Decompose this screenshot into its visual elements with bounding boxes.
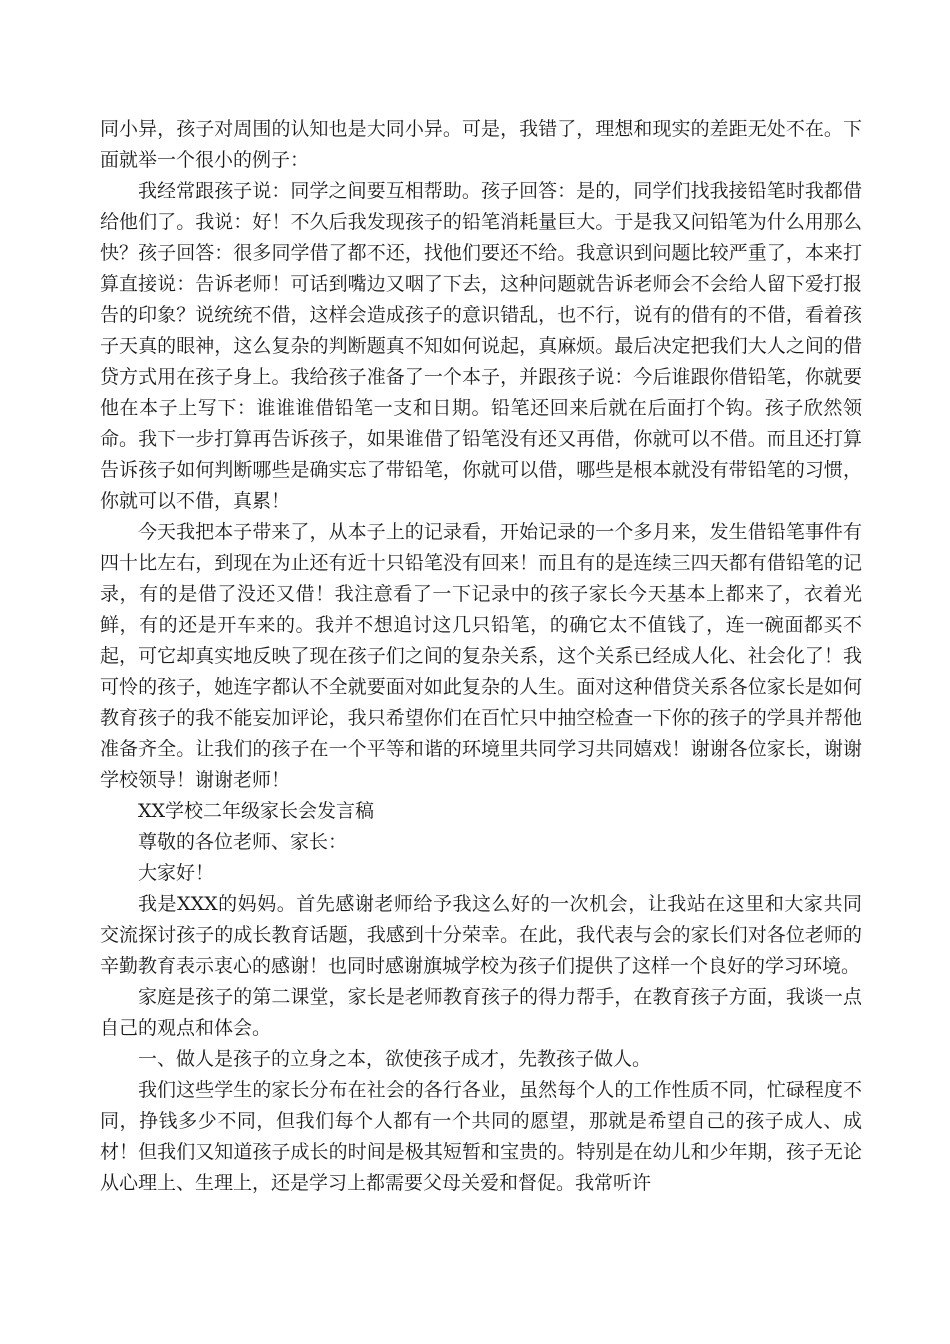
salutation: 尊敬的各位老师、家长：: [138, 831, 348, 853]
paragraph-pencil-story: 我经常跟孩子说：同学之间要互相帮助。孩子回答：是的，同学们找我接铅笔时我都借给他们了。我说：好！不久后我发现孩子的铅笔消耗量巨大。于是我又问铅笔为什么用那么快？孩子回答：很多同学借了都不还，找他们要还不给。我意识到问题比较严重了，本来打算直接说：告诉老师！可话到嘴边又咽了下去，这种问题就告诉老师会不会给人留下爱打报告的印象？说统统不借，这样会造成孩子的意识错乱，也不行，说有的借有的不借，看着孩子天真的眼神，这么复杂的判断题真不知如何说起，真麻烦。最后决定把我们大人之间的借贷方式用在孩子身上。我给孩子准备了一个本子，并跟孩子说：今后谁跟你借铅笔，你就要他在本子上写下：谁谁谁借铅笔一支和日期。铅笔还回来后就在后面打个钩。孩子欣然领命。我下一步打算再告诉孩子，如果谁借了铅笔没有还又再借，你就可以不借。而且还打算告诉孩子如何判断哪些是确实忘了带铅笔，你就可以借，哪些是根本就没有带铅笔的习惯，你就可以不借，真累！: [100, 180, 862, 512]
paragraph-family-classroom: 家庭是孩子的第二课堂，家长是老师教育孩子的得力帮手，在教育孩子方面，我谈一点自己的观点和体会。: [100, 986, 862, 1039]
section-heading-one: 一、做人是孩子的立身之本，欲使孩子成才，先教孩子做人。: [138, 1048, 652, 1070]
paragraph-parents-wish: 我们这些学生的家长分布在社会的各行各业，虽然每个人的工作性质不同，忙碌程度不同，挣钱多少不同，但我们每个人都有一个共同的愿望，那就是希望自己的孩子成人、成材！但我们又知道孩子成长的时间是极其短暂和宝贵的。特别是在幼儿和少年期，孩子无论从心理上、生理上，还是学习上都需要父母关爱和督促。我常听许: [100, 1079, 862, 1194]
document-body: [100, 114, 862, 1199]
greeting: 大家好！: [138, 862, 215, 884]
paragraph-introduction: 我是XXX的妈妈。首先感谢老师给予我这么好的一次机会，让我站在这里和大家共同交流探讨孩子的成长教育话题，我感到十分荣幸。在此，我代表与会的家长们对各位老师的辛勤教育表示衷心的感谢！也同时感谢旗城学校为孩子们提供了这样一个良好的学习环境。: [100, 893, 862, 977]
paragraph-continuation: 同小异，孩子对周围的认知也是大同小异。可是，我错了，理想和现实的差距无处不在。下面就举一个很小的例子：: [100, 118, 862, 171]
speech-title: XX学校二年级家长会发言稿: [138, 800, 375, 822]
paragraph-notebook-record: 今天我把本子带来了，从本子上的记录看，开始记录的一个多月来，发生借铅笔事件有四十比左右，到现在为止还有近十只铅笔没有回来！而且有的是连续三四天都有借铅笔的记录，有的是借了没还又借！我注意看了一下记录中的孩子家长今天基本上都来了，衣着光鲜，有的还是开车来的。我并不想追讨这几只铅笔，的确它太不值钱了，连一碗面都买不起，可它却真实地反映了现在孩子们之间的复杂关系，这个关系已经成人化、社会化了！我可怜的孩子，她连字都认不全就要面对如此复杂的人生。面对这种借贷关系各位家长是如何教育孩子的我不能妄加评论，我只希望你们在百忙只中抽空检查一下你的孩子的学具并帮他准备齐全。让我们的孩子在一个平等和谐的环境里共同学习共同嬉戏！谢谢各位家长，谢谢学校领导！谢谢老师！: [100, 521, 862, 791]
